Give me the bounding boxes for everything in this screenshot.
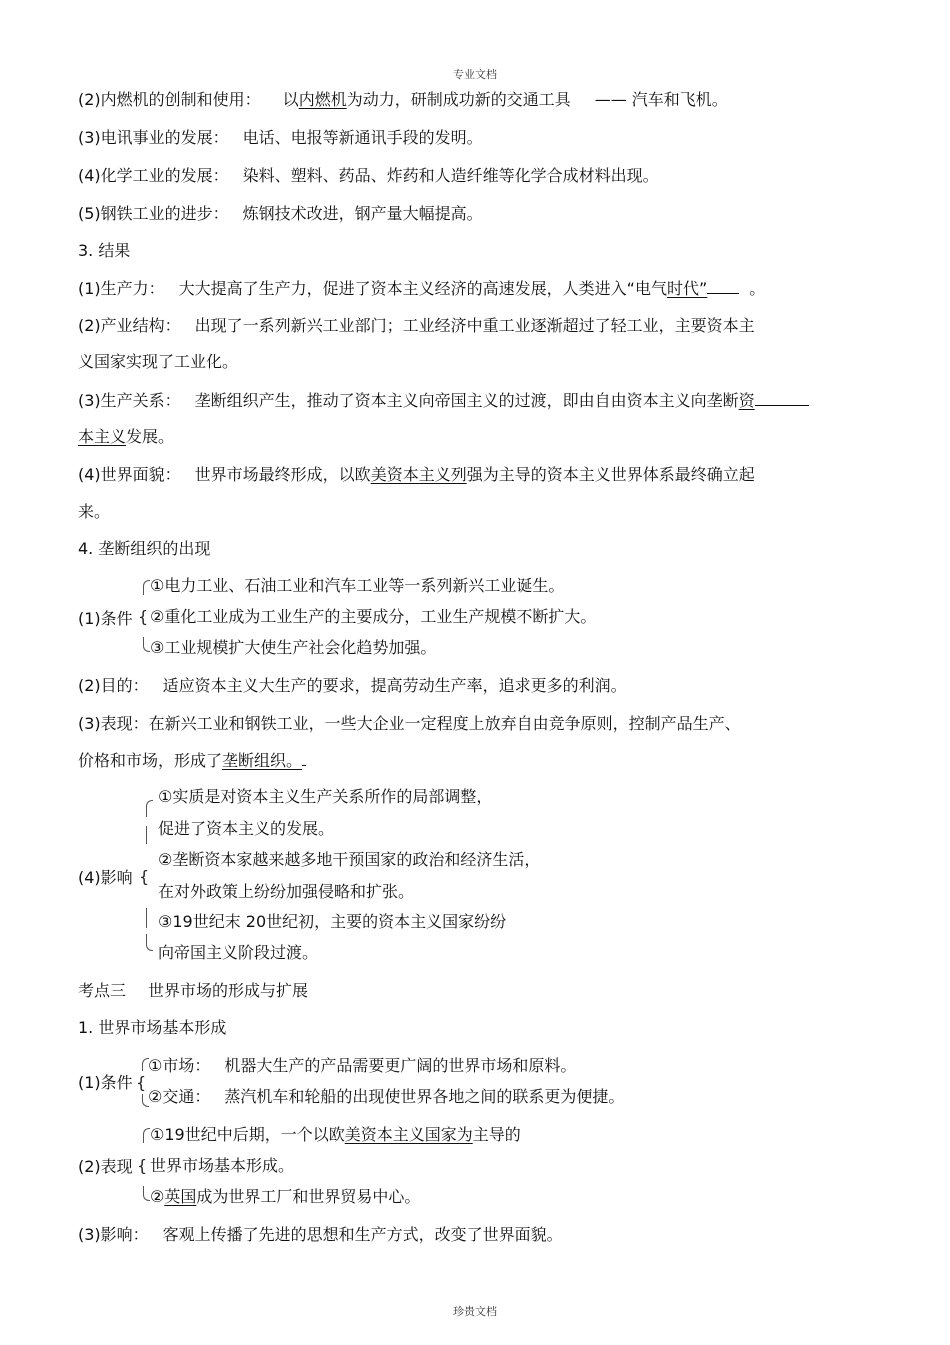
text-segment: 出现了一系列新兴工业部门；工业经济中重工业逐渐超过了轻工业，主要资本主 [194, 316, 755, 335]
brace-item: 世界市场基本形成。 [150, 1156, 295, 1175]
text-segment: ①市场： [148, 1056, 211, 1075]
section-heading: 3. 结果 [78, 241, 131, 260]
brace-bracket [142, 1094, 149, 1107]
brace-bracket [146, 908, 153, 928]
text-segment: 强为主导的资本主义世界体系最终确立起 [466, 465, 755, 484]
text-segment: 大大提高了生产力，促进了资本主义经济的高速发展，人类进入“电气 [178, 279, 667, 298]
fill-blank [755, 389, 809, 406]
item-label: (1)条件 [78, 609, 133, 628]
brace-bracket [143, 580, 150, 595]
text-line: 来。 [78, 502, 111, 521]
text-line [78, 749, 306, 772]
item-label: (4)化学工业的发展： [78, 166, 229, 185]
text-segment: 主导的 [472, 1125, 521, 1144]
underlined-term: 资 [738, 391, 755, 410]
underlined-term: 美资本主义列 [370, 465, 467, 484]
brace-item: 促进了资本主义的发展。 [158, 819, 335, 838]
text-segment: 为动力，研制成功新的交通工具 [346, 90, 571, 109]
brace-bracket [142, 1058, 149, 1071]
brace-bracket: { [138, 607, 149, 626]
item-label: (1)生产力： [78, 279, 165, 298]
text-line [78, 389, 809, 412]
text-segment: 蒸汽机车和轮船的出现使世界各地之间的联系更为便捷。 [224, 1087, 625, 1106]
text-line [78, 426, 174, 448]
text-segment: 垄断组织产生，推动了资本主义向帝国主义的过渡，即由自由资本主义向垄断 [194, 391, 739, 410]
brace-item [150, 1124, 521, 1146]
text-line: (3)表现：在新兴工业和钢铁工业，一些大企业一定程度上放弃自由竞争原则，控制产品生产、 [78, 714, 741, 733]
underlined-term: 内燃机 [298, 90, 347, 109]
section-heading [78, 980, 308, 1002]
brace-bracket: { [136, 1073, 147, 1092]
section-heading: 1. 世界市场基本形成 [78, 1018, 227, 1037]
text-segment: 世界市场最终形成，以欧 [194, 465, 371, 484]
brace-bracket: { [139, 867, 150, 886]
item-label: (4)世界面貌： [78, 465, 181, 484]
text-segment: 机器大生产的产品需要更广阔的世界市场和原料。 [224, 1056, 577, 1075]
brace-item: ①实质是对资本主义生产关系所作的局部调整， [158, 787, 493, 806]
underlined-term: 美资本主义国家为 [344, 1125, 473, 1144]
text-segment: 染料、塑料、药品、炸药和人造纤维等化学合成材料出现。 [242, 166, 659, 185]
underlined-term: 垄断组织。 [222, 751, 303, 770]
text-segment: ②交通： [148, 1087, 211, 1106]
brace-bracket [143, 637, 150, 652]
brace-item: 在对外政策上纷纷加强侵略和扩张。 [158, 882, 415, 901]
item-label: (2)目的： [78, 676, 149, 695]
brace-bracket [146, 826, 153, 844]
brace-item: ①电力工业、石油工业和汽车工业等一系列新兴工业诞生。 [150, 576, 565, 595]
item-label: (2)产业结构： [78, 316, 181, 335]
page-header: 专业文档 [453, 68, 497, 81]
brace-bracket [143, 1186, 150, 1201]
text-line [78, 675, 627, 697]
text-segment: 。 [749, 279, 766, 298]
text-line [78, 277, 765, 300]
brace-item: ②重化工业成为工业生产的主要成分，工业生产规模不断扩大。 [150, 607, 597, 626]
brace-bracket [146, 934, 153, 951]
item-label: (3)电讯事业的发展： [78, 128, 229, 147]
text-segment: 炼钢技术改进，钢产量大幅提高。 [242, 204, 483, 223]
text-line [78, 165, 659, 187]
item-label: (3)生产关系： [78, 391, 181, 410]
text-line [78, 89, 728, 111]
page-footer: 珍贵文档 [453, 1305, 497, 1318]
text-line [78, 203, 483, 225]
item-label: (5)钢铁工业的进步： [78, 204, 229, 223]
text-segment: 成为世界工厂和世界贸易中心。 [196, 1187, 421, 1206]
brace-item: 向帝国主义阶段过渡。 [158, 943, 319, 962]
text-segment: 以 [282, 90, 299, 109]
text-segment: ①19世纪中后期，一个以欧 [150, 1125, 345, 1144]
brace-item [148, 1086, 624, 1108]
brace-item [150, 1186, 420, 1208]
text-segment: 世界市场的形成与扩展 [148, 981, 309, 1000]
text-line [78, 1224, 563, 1246]
text-segment: 考点三 [78, 981, 127, 1000]
text-segment: 电话、电报等新通讯手段的发明。 [242, 128, 483, 147]
text-segment: 发展。 [126, 427, 175, 446]
brace-bracket: { [137, 1156, 148, 1175]
item-label: (4)影响 [78, 868, 133, 887]
fill-blank [302, 749, 306, 766]
text-segment: 价格和市场，形成了 [78, 751, 223, 770]
brace-item [148, 1055, 576, 1077]
underlined-term: 本主义 [78, 427, 127, 446]
underlined-term: 英国 [164, 1187, 197, 1206]
underlined-term: 时代” [666, 279, 708, 298]
text-line [78, 464, 755, 486]
text-line: 义国家实现了工业化。 [78, 352, 239, 371]
item-label: (2)表现 [78, 1157, 133, 1176]
fill-blank [707, 277, 739, 294]
text-segment: —— 汽车和飞机。 [594, 90, 728, 109]
section-heading: 4. 垄断组织的出现 [78, 539, 211, 558]
brace-item: ②垄断资本家越来越多地干预国家的政治和经济生活， [158, 850, 541, 869]
item-label: (1)条件 [78, 1073, 133, 1092]
text-line [78, 127, 483, 149]
text-segment: 客观上传播了先进的思想和生产方式，改变了世界面貌。 [162, 1225, 563, 1244]
text-segment: 适应资本主义大生产的要求，提高劳动生产率，追求更多的利润。 [162, 676, 627, 695]
item-label: (2)内燃机的创制和使用： [78, 90, 261, 109]
text-segment: ② [150, 1187, 165, 1206]
item-label: (3)影响： [78, 1225, 149, 1244]
brace-bracket [143, 1128, 150, 1143]
brace-item: ③工业规模扩大使生产社会化趋势加强。 [150, 638, 437, 657]
brace-bracket [146, 800, 153, 817]
text-line [78, 315, 755, 337]
brace-item: ③19世纪末 20世纪初，主要的资本主义国家纷纷 [158, 912, 507, 931]
